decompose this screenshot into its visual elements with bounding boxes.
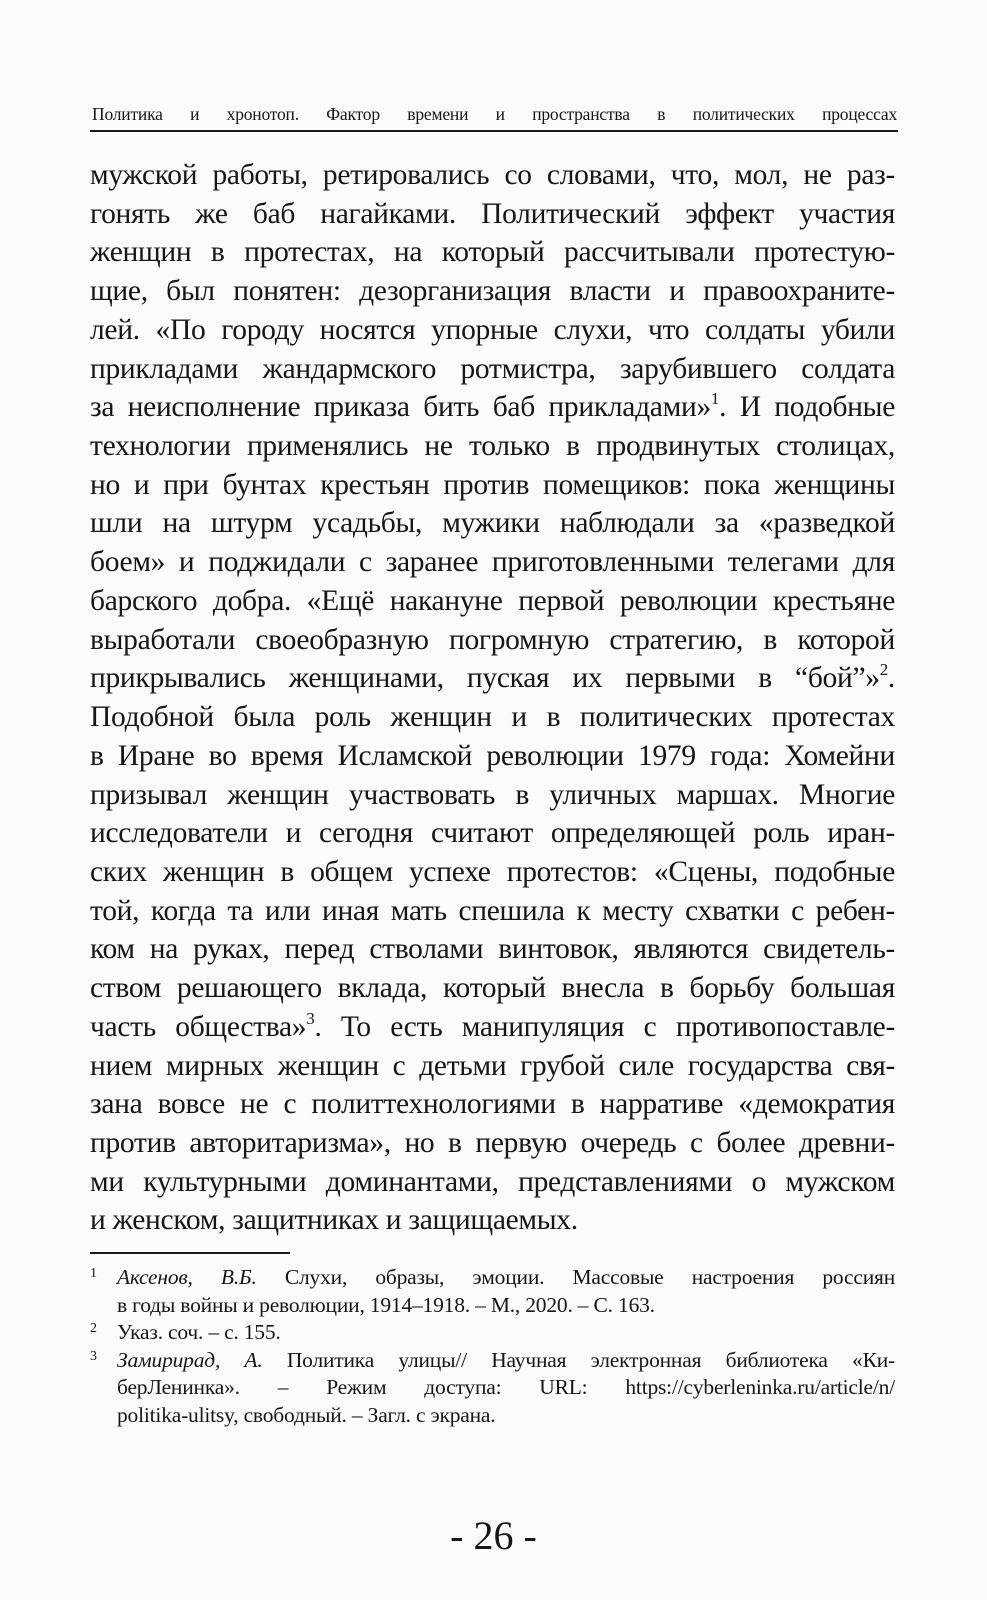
footnote-line: 2 Указ. соч. – с. 155. <box>90 1319 895 1347</box>
footnote-number: 2 <box>90 1321 97 1337</box>
footnote-author: Аксенов, В.Б. <box>117 1265 257 1289</box>
body-line: боем» и поджидали с заранее приготовленными телегами для <box>90 546 895 579</box>
running-head: Политика и хронотоп. Фактор времени и пространства в политических процессах <box>92 104 897 124</box>
body-line: против авторитаризма», но в первую очередь с более древни- <box>90 1126 895 1159</box>
footnotes <box>90 1264 895 1430</box>
footnote-ref: 3 <box>306 1008 315 1028</box>
body-line: часть общества»$^3$. То есть манипуляция с противопоставле- <box>90 1008 895 1043</box>
body-line: ством решающего вклада, который внесла в борьбу большая <box>90 972 895 1005</box>
body-line: призывал женщин участвовать в уличных маршах. Многие <box>90 778 895 811</box>
body-line: и женском, защитниках и защищаемых. <box>90 1204 578 1237</box>
body-line: ми культурными доминантами, представлениями о мужском <box>90 1165 895 1198</box>
body-line: выработали своеобразную погромную стратегию, в которой <box>90 623 895 656</box>
body-line: прикрывались женщинами, пуская их первыми в “бой”»$^2$. <box>90 660 895 695</box>
footnote-line: politika-ulitsy, свободный. – Загл. с экрана. <box>117 1402 496 1427</box>
footnote-line: 1 Аксенов, В.Б. Слухи, образы, эмоции. Массовые настроения россиян <box>90 1264 895 1292</box>
body-line: ских женщин в общем успехе протестов: «Сцены, подобные <box>90 855 895 888</box>
body-line: щие, был понятен: дезорганизация власти и правоохраните- <box>90 275 895 308</box>
body-text <box>90 156 895 1240</box>
body-line: лей. «По городу носятся упорные слухи, что солдаты убили <box>90 313 895 346</box>
body-line: шли на штурм усадьбы, мужики наблюдали за «разведкой <box>90 507 895 540</box>
footnote-ref: 2 <box>879 660 888 680</box>
footnote-number: 3 <box>90 1348 97 1364</box>
footnote-number: 1 <box>90 1266 97 1281</box>
body-line: за неисполнение приказа бить баб прикладами»$^1$. И подобные <box>90 389 895 424</box>
footnote-line: в годы войны и революции, 1914–1918. – М., 2020. – С. 163. <box>117 1292 655 1317</box>
body-line: мужской работы, ретировались со словами, что, мол, не раз- <box>90 159 895 191</box>
body-line: зана вовсе не с политтехнологиями в нарративе «демократия <box>90 1088 895 1121</box>
body-line: прикладами жандармского ротмистра, зарубившего солдата <box>90 352 895 385</box>
footnote-line: 3 Замирирад, А. Политика улицы// Научная электронная библиотека «Ки- <box>90 1347 895 1375</box>
body-line: ком на руках, перед стволами винтовок, являются свидетель- <box>90 933 895 966</box>
body-line: исследователи и сегодня считают определяющей роль иран- <box>90 817 895 850</box>
footnote-rule <box>90 1252 290 1254</box>
body-line: Подобной была роль женщин и в политических протестах <box>90 701 895 734</box>
body-line: той, когда та или иная мать спешила к месту схватки с ребен- <box>90 894 895 927</box>
page-number: - 26 - <box>450 1513 537 1558</box>
body-line: гонять же баб нагайками. Политический эффект участия <box>90 197 895 230</box>
footnote-ref: 1 <box>710 389 720 409</box>
body-line: в Иране во время Исламской революции 1979 года: Хомейни <box>90 739 895 772</box>
body-line: технологии применялись не только в продвинутых столицах, <box>90 430 895 463</box>
body-line: нием мирных женщин с детьми грубой силе государства свя- <box>90 1049 895 1082</box>
footnote-line: берЛенинка». – Режим доступа: URL: https://cyberleninka.ru/article/n/ <box>117 1375 895 1400</box>
body-line: барского добра. «Ещё накануне первой революции крестьяне <box>90 584 895 617</box>
footnote-author: Замирирад, А. <box>117 1347 263 1372</box>
body-line: женщин в протестах, на который рассчитывали протестую- <box>90 236 895 269</box>
body-line: но и при бунтах крестьян против помещиков: пока женщины <box>90 468 895 501</box>
header-rule <box>90 130 898 132</box>
